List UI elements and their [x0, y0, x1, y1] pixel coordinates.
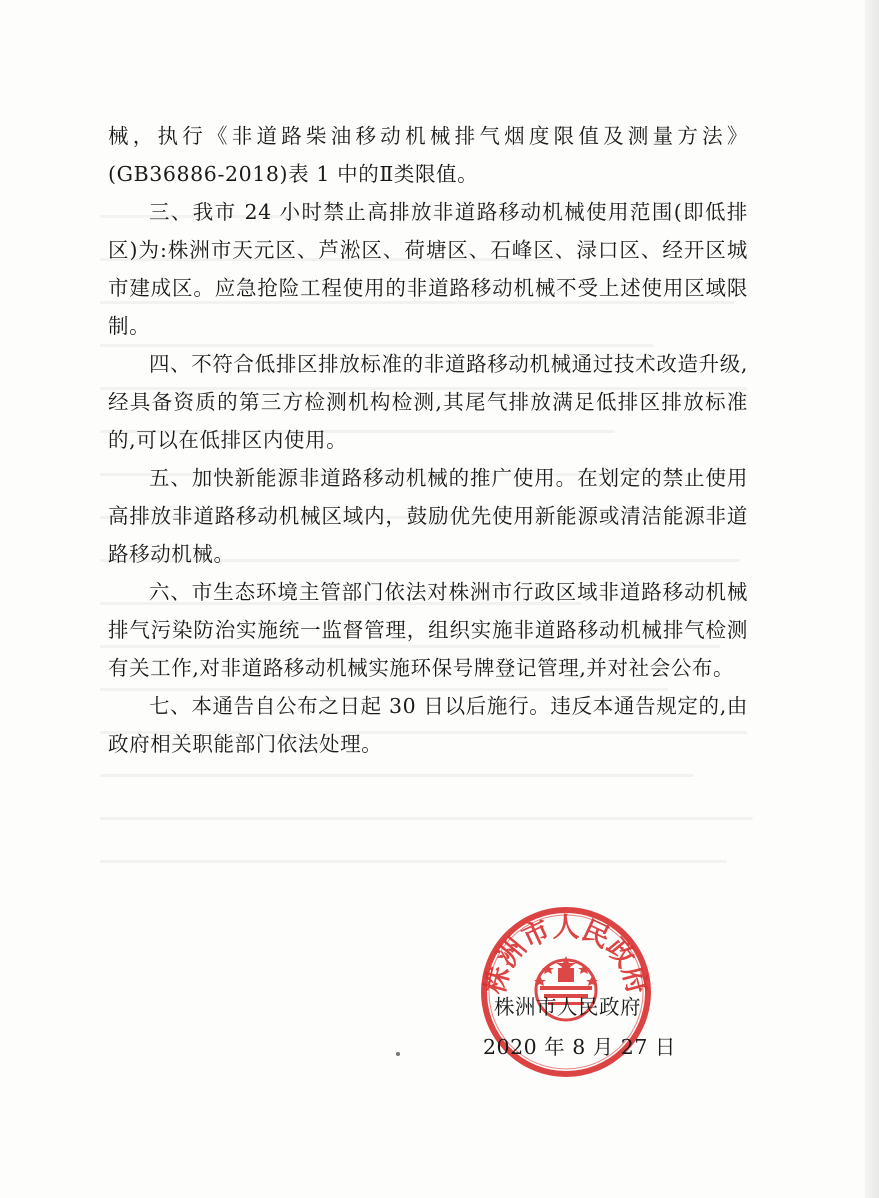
- paragraph-5-new-energy: 五、加快新能源非道路移动机械的推广使用。在划定的禁止使用高排放非道路移动机械区域内，鼓励优先使用新能源或清洁能源非道路移动机械。: [108, 466, 748, 566]
- paragraph-continuation: 械，执行《非道路柴油移动机械排气烟度限值及测量方法》(GB36886-2018)表 1 中的Ⅱ类限值。: [108, 124, 748, 186]
- signing-organization: 株洲市人民政府: [494, 995, 641, 1019]
- paragraph-3-low-emission-zone: 三、我市 24 小时禁止高排放非道路移动机械使用范围(即低排区)为:株洲市天元区、芦淞区、荷塘区、石峰区、渌口区、经开区城市建成区。应急抢险工程使用的非道路移动机械不受上述使用区域限制。: [108, 200, 748, 338]
- paragraph-4-upgrade: 四、不符合低排区排放标准的非道路移动机械通过技术改造升级,经具备资质的第三方检测机构检测,其尾气排放满足低排区排放标准的,可以在低排区内使用。: [108, 352, 748, 452]
- page-edge-shadow: [865, 0, 879, 1198]
- signing-date: 2020 年 8 月 27 日: [483, 1035, 676, 1059]
- paragraph-7-effective-date: 七、本通告自公布之日起 30 日以后施行。违反本通告规定的,由政府相关职能部门依法处理。: [108, 694, 748, 756]
- scan-speck: [396, 1052, 400, 1056]
- svg-text:株洲市人民政府: [479, 912, 652, 997]
- seal-text: 株洲市人民政府: [479, 912, 653, 998]
- notice-body: [108, 117, 748, 763]
- paragraph-6-supervision: 六、市生态环境主管部门依法对株洲市行政区域非道路移动机械排气污染防治实施统一监督管理，组织实施非道路移动机械排气检测有关工作,对非道路移动机械实施环保号牌登记管理,并对社会公布。: [108, 580, 748, 680]
